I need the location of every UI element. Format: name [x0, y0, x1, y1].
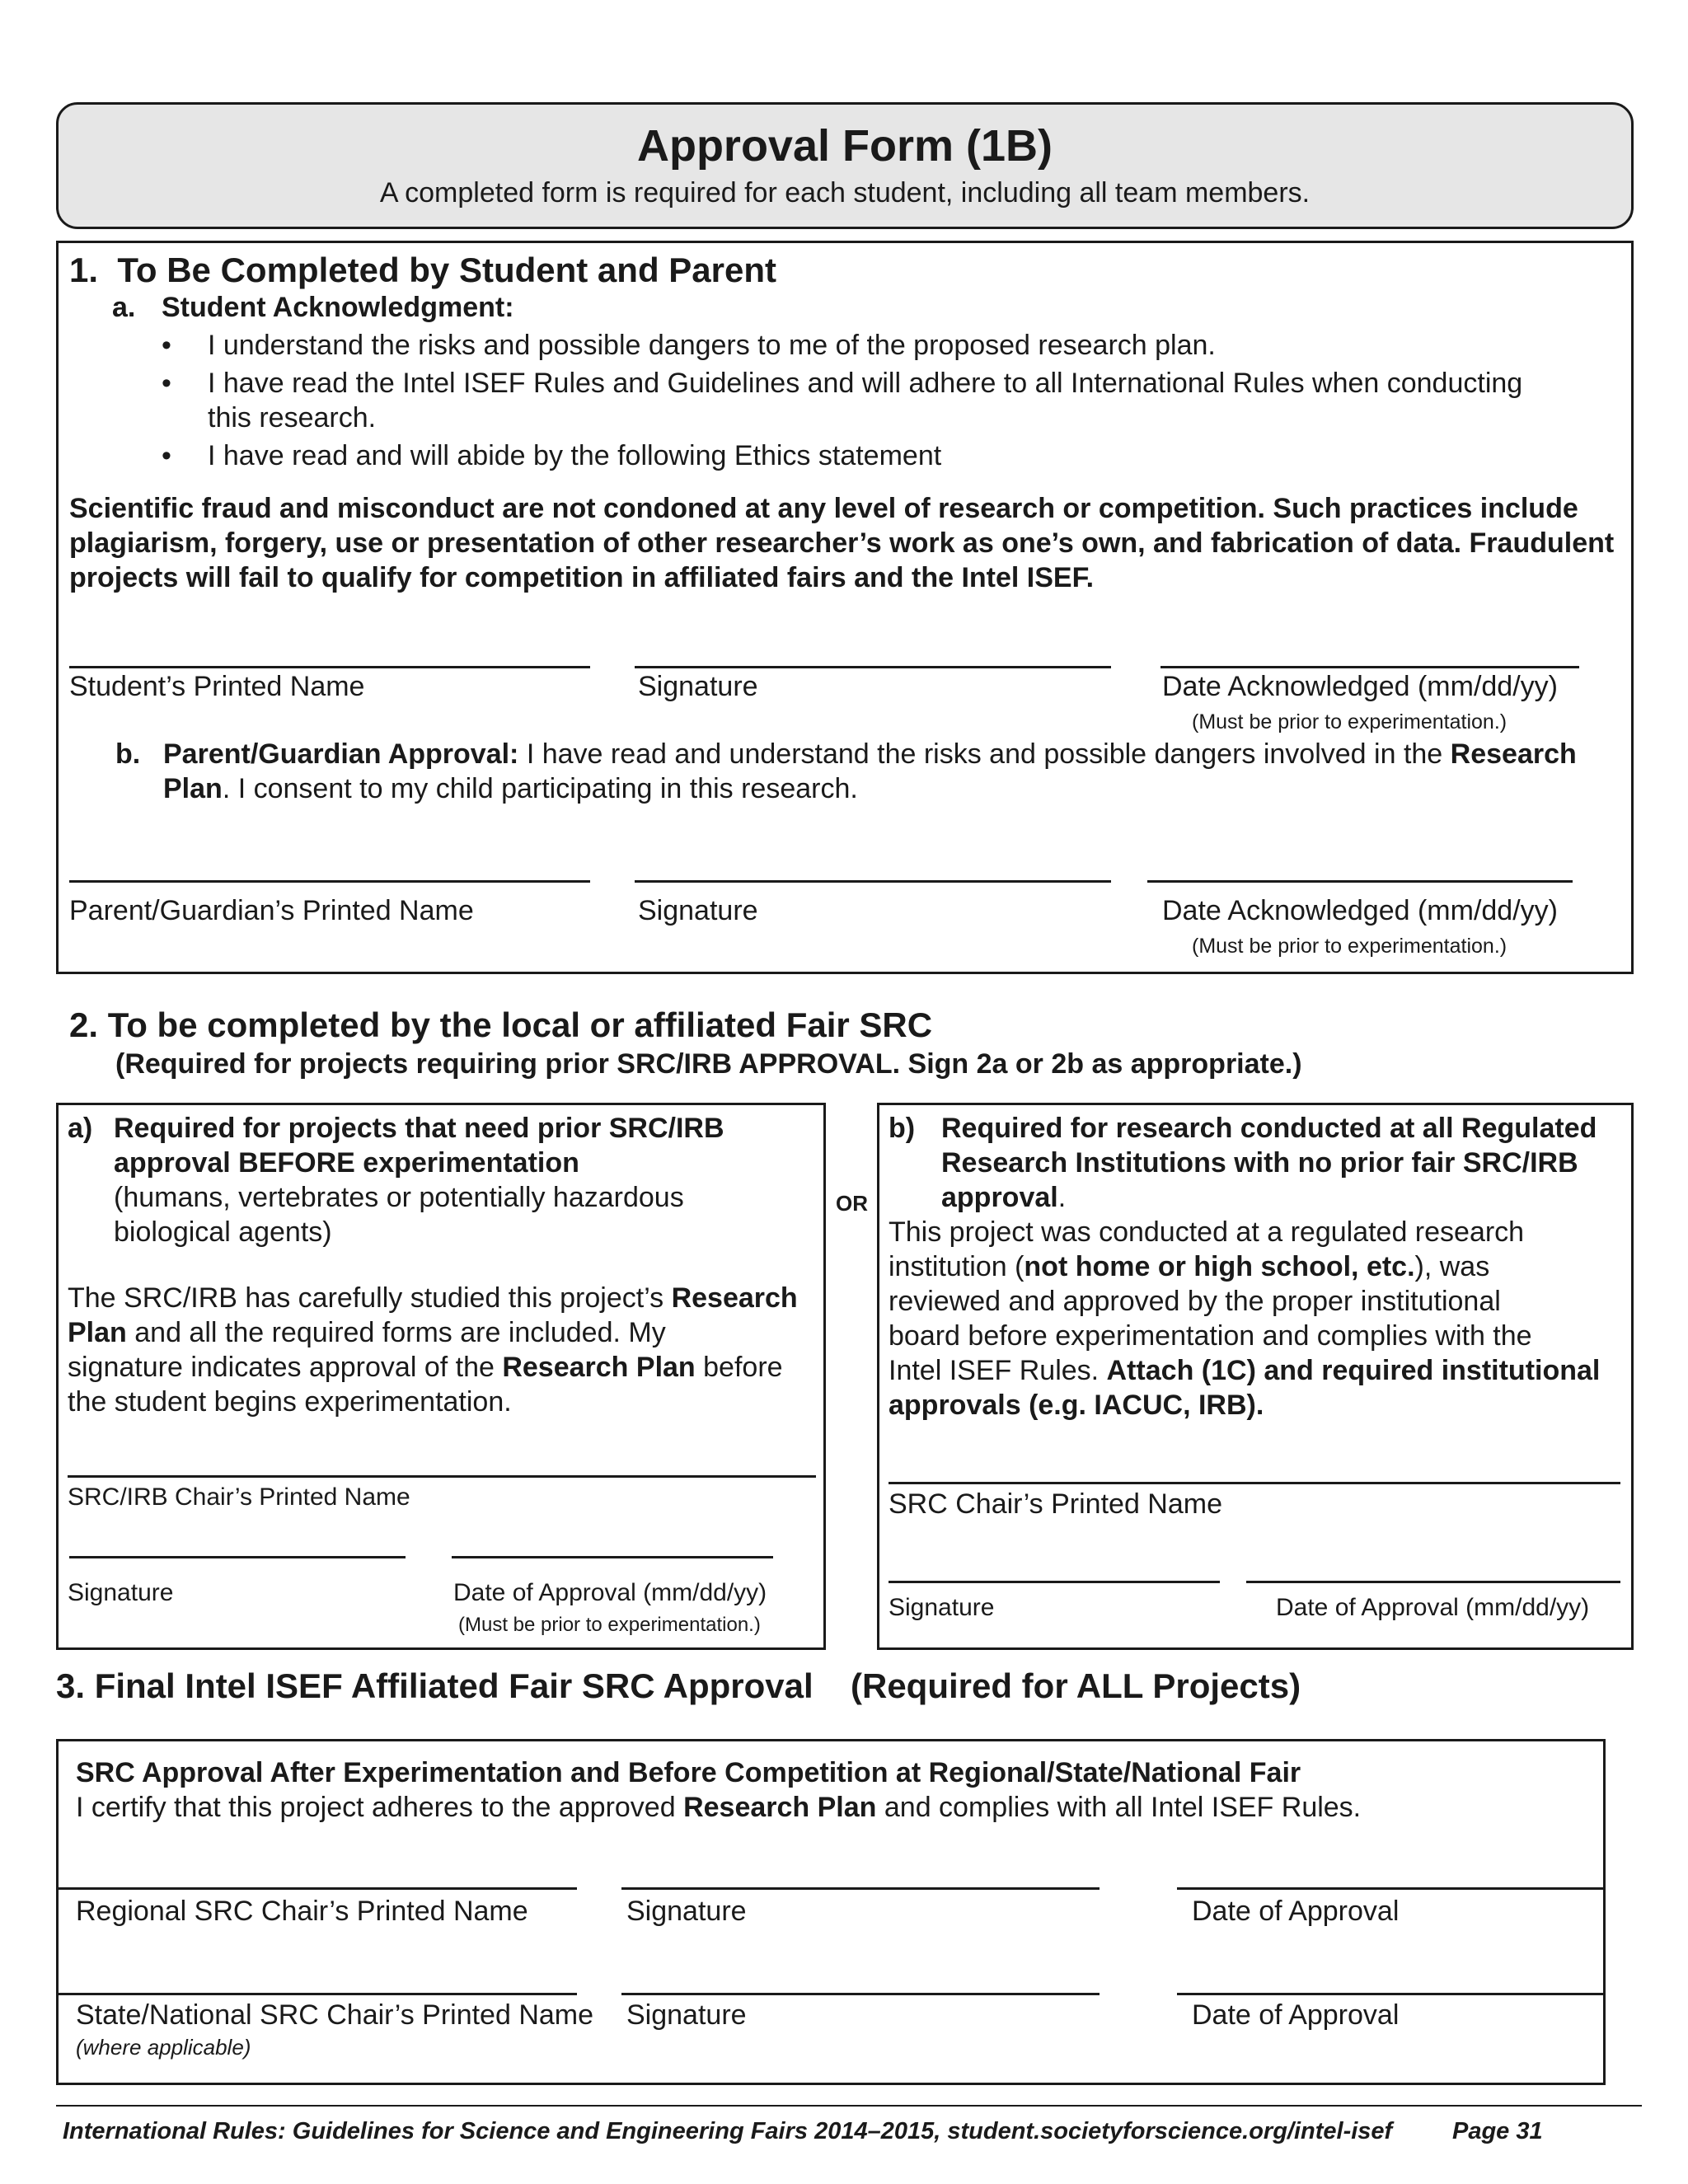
section-2a-text-3: signature indicates approval of the	[68, 1352, 503, 1383]
section-2b-title-3-end: .	[1057, 1182, 1067, 1213]
form-header	[56, 102, 1634, 229]
section-2b-text-2: institution (	[889, 1251, 1025, 1282]
student-signature-label: Signature	[638, 671, 758, 702]
parent-signature-label: Signature	[638, 895, 758, 926]
src-chair-line[interactable]	[889, 1482, 1620, 1484]
section-2b-text-5: board before experimentation and complies with the	[889, 1320, 1532, 1352]
src-irb-chair-label: SRC/IRB Chair’s Printed Name	[68, 1483, 410, 1511]
student-ack-title: Student Acknowledgment:	[162, 292, 514, 323]
bullet-rules-cont: this research.	[208, 402, 377, 434]
student-ack-label: a.	[112, 292, 136, 323]
section-3-certify	[76, 1790, 1361, 1825]
section-2a-bold-2: Plan	[68, 1317, 127, 1348]
section-2b-title-1: Required for research conducted at all Regulated	[941, 1113, 1597, 1144]
state-date-label: Date of Approval	[1192, 1999, 1400, 2031]
footer-rule	[56, 2105, 1642, 2107]
src-date-line[interactable]	[1246, 1581, 1620, 1583]
parent-date-line[interactable]	[1147, 880, 1573, 883]
section-2b-bold-1: not home or high school, etc.	[1024, 1251, 1415, 1282]
parent-approval-bold-2: Plan	[163, 773, 223, 804]
src-irb-chair-line[interactable]	[68, 1475, 816, 1478]
section-2a-text-1: The SRC/IRB has carefully studied this project’s	[68, 1282, 672, 1314]
section-2b-label: b)	[889, 1113, 916, 1144]
student-name-line[interactable]	[69, 666, 590, 668]
state-name-note: (where applicable)	[76, 2035, 251, 2060]
section-2a-title-2: approval BEFORE experimentation	[114, 1147, 579, 1179]
section-3-box-title: SRC Approval After Experimentation and Before Competition at Regional/State/National Fair	[76, 1757, 1301, 1788]
section-2b-title-2: Research Institutions with no prior fair SRC/IRB	[941, 1147, 1578, 1179]
section-3-heading-note: (Required for ALL Projects)	[851, 1666, 1301, 1705]
section-2a-text-2: and all the required forms are included. My	[126, 1317, 666, 1348]
section-2b-title-3-line	[941, 1180, 1066, 1215]
parent-approval-title: Parent/Guardian Approval:	[163, 738, 519, 770]
regional-name-label: Regional SRC Chair’s Printed Name	[76, 1896, 528, 1927]
parent-approval-text-2: . I consent to my child participating in this research.	[222, 773, 858, 804]
section-2b-text-3: ), was	[1414, 1251, 1490, 1282]
section-3-certify-text-1: I certify that this project adheres to the approved	[76, 1792, 684, 1823]
bullet-dot: •	[162, 368, 171, 399]
regional-signature-line[interactable]	[621, 1887, 1100, 1890]
section-2a-paragraph	[68, 1281, 823, 1419]
parent-approval-label: b.	[115, 738, 141, 770]
src-date-label: Date of Approval (mm/dd/yy)	[1276, 1594, 1590, 1621]
bullet-risks: I understand the risks and possible dangers to me of the proposed research plan.	[208, 330, 1216, 361]
bullet-dot: •	[162, 330, 171, 361]
section-2b-text-6: Intel ISEF Rules.	[889, 1355, 1107, 1386]
ethics-line-2: plagiarism, forgery, use or presentation of other researcher’s work as one’s own, and fabrication of data. Fraudulent	[69, 527, 1615, 559]
section-2b-text-4: reviewed and approved by the proper institutional	[889, 1286, 1501, 1317]
parent-approval-bold-1: Research	[1450, 738, 1577, 770]
section-2a-bold-3: Research Plan	[502, 1352, 696, 1383]
src-irb-signature-line[interactable]	[69, 1556, 406, 1558]
src-signature-line[interactable]	[889, 1581, 1220, 1583]
section-2b-paragraph	[889, 1215, 1630, 1422]
src-chair-label: SRC Chair’s Printed Name	[889, 1488, 1222, 1520]
src-irb-prior-note: (Must be prior to experimentation.)	[458, 1614, 761, 1636]
regional-name-line[interactable]	[56, 1887, 577, 1890]
state-signature-label: Signature	[626, 1999, 747, 2031]
section-2-subheading: (Required for projects requiring prior SRC/IRB APPROVAL. Sign 2a or 2b as appropriate.)	[115, 1048, 1302, 1080]
section-2b-bold-3: approvals (e.g. IACUC, IRB).	[889, 1390, 1264, 1421]
src-signature-label: Signature	[889, 1594, 995, 1621]
student-date-line[interactable]	[1160, 666, 1579, 668]
ethics-line-3: projects will fail to qualify for competition in affiliated fairs and the Intel ISEF.	[69, 562, 1095, 593]
state-name-line[interactable]	[56, 1993, 577, 1995]
form-subtitle: A completed form is required for each student, including all team members.	[379, 177, 1311, 209]
student-date-label: Date Acknowledged (mm/dd/yy)	[1162, 671, 1558, 702]
state-date-line[interactable]	[1177, 1993, 1606, 1995]
section-3-certify-bold: Research Plan	[683, 1792, 877, 1823]
src-irb-signature-label: Signature	[68, 1579, 174, 1606]
parent-date-label: Date Acknowledged (mm/dd/yy)	[1162, 895, 1558, 926]
ethics-line-1: Scientific fraud and misconduct are not condoned at any level of research or competition. Such practices include	[69, 493, 1578, 524]
parent-name-line[interactable]	[69, 880, 590, 883]
parent-name-label: Parent/Guardian’s Printed Name	[69, 895, 474, 926]
student-signature-line[interactable]	[635, 666, 1111, 668]
state-name-label: State/National SRC Chair’s Printed Name	[76, 1999, 594, 2031]
regional-date-label: Date of Approval	[1192, 1896, 1400, 1927]
section-3-certify-text-2: and complies with all Intel ISEF Rules.	[876, 1792, 1362, 1823]
section-2a-title-1: Required for projects that need prior SRC/IRB	[114, 1113, 724, 1144]
section-1-heading: 1. To Be Completed by Student and Parent	[69, 251, 776, 289]
section-2b-text-1: This project was conducted at a regulated research	[889, 1216, 1525, 1248]
student-name-label: Student’s Printed Name	[69, 671, 365, 702]
section-2a-label: a)	[68, 1113, 93, 1144]
student-prior-note: (Must be prior to experimentation.)	[1192, 710, 1507, 733]
parent-approval-text	[163, 737, 1614, 806]
regional-date-line[interactable]	[1177, 1887, 1606, 1890]
state-signature-line[interactable]	[621, 1993, 1100, 1995]
regional-signature-label: Signature	[626, 1896, 747, 1927]
section-2a-paren-2: biological agents)	[114, 1216, 332, 1248]
section-2a-paren-1: (humans, vertebrates or potentially hazardous	[114, 1182, 684, 1213]
section-3-heading: 3. Final Intel ISEF Affiliated Fair SRC Approval	[56, 1666, 814, 1705]
parent-signature-line[interactable]	[635, 880, 1111, 883]
section-2a-text-4: before	[695, 1352, 783, 1383]
bullet-dot: •	[162, 440, 171, 471]
bullet-ethics: I have read and will abide by the following Ethics statement	[208, 440, 942, 471]
src-irb-date-line[interactable]	[452, 1556, 773, 1558]
src-irb-date-label: Date of Approval (mm/dd/yy)	[453, 1579, 767, 1606]
section-2a-text-5: the student begins experimentation.	[68, 1386, 512, 1418]
form-title: Approval Form (1B)	[636, 121, 1053, 171]
section-2-heading: 2. To be completed by the local or affiliated Fair SRC	[69, 1005, 933, 1044]
parent-approval-text-1: I have read and understand the risks and possible dangers involved in the	[518, 738, 1451, 770]
bullet-rules: I have read the Intel ISEF Rules and Guidelines and will adhere to all International Rules when conducting	[208, 368, 1523, 399]
or-separator: OR	[836, 1191, 868, 1216]
section-2b-bold-2: Attach (1C) and required institutional	[1106, 1355, 1601, 1386]
section-2b-title-3: approval	[941, 1182, 1058, 1213]
footer-citation: International Rules: Guidelines for Science and Engineering Fairs 2014–2015, student.societyforscience.org/intel-isef	[63, 2118, 1393, 2144]
footer-page-number: Page 31	[1452, 2118, 1543, 2144]
section-2a-bold-1: Research	[671, 1282, 798, 1314]
parent-prior-note: (Must be prior to experimentation.)	[1192, 935, 1507, 958]
